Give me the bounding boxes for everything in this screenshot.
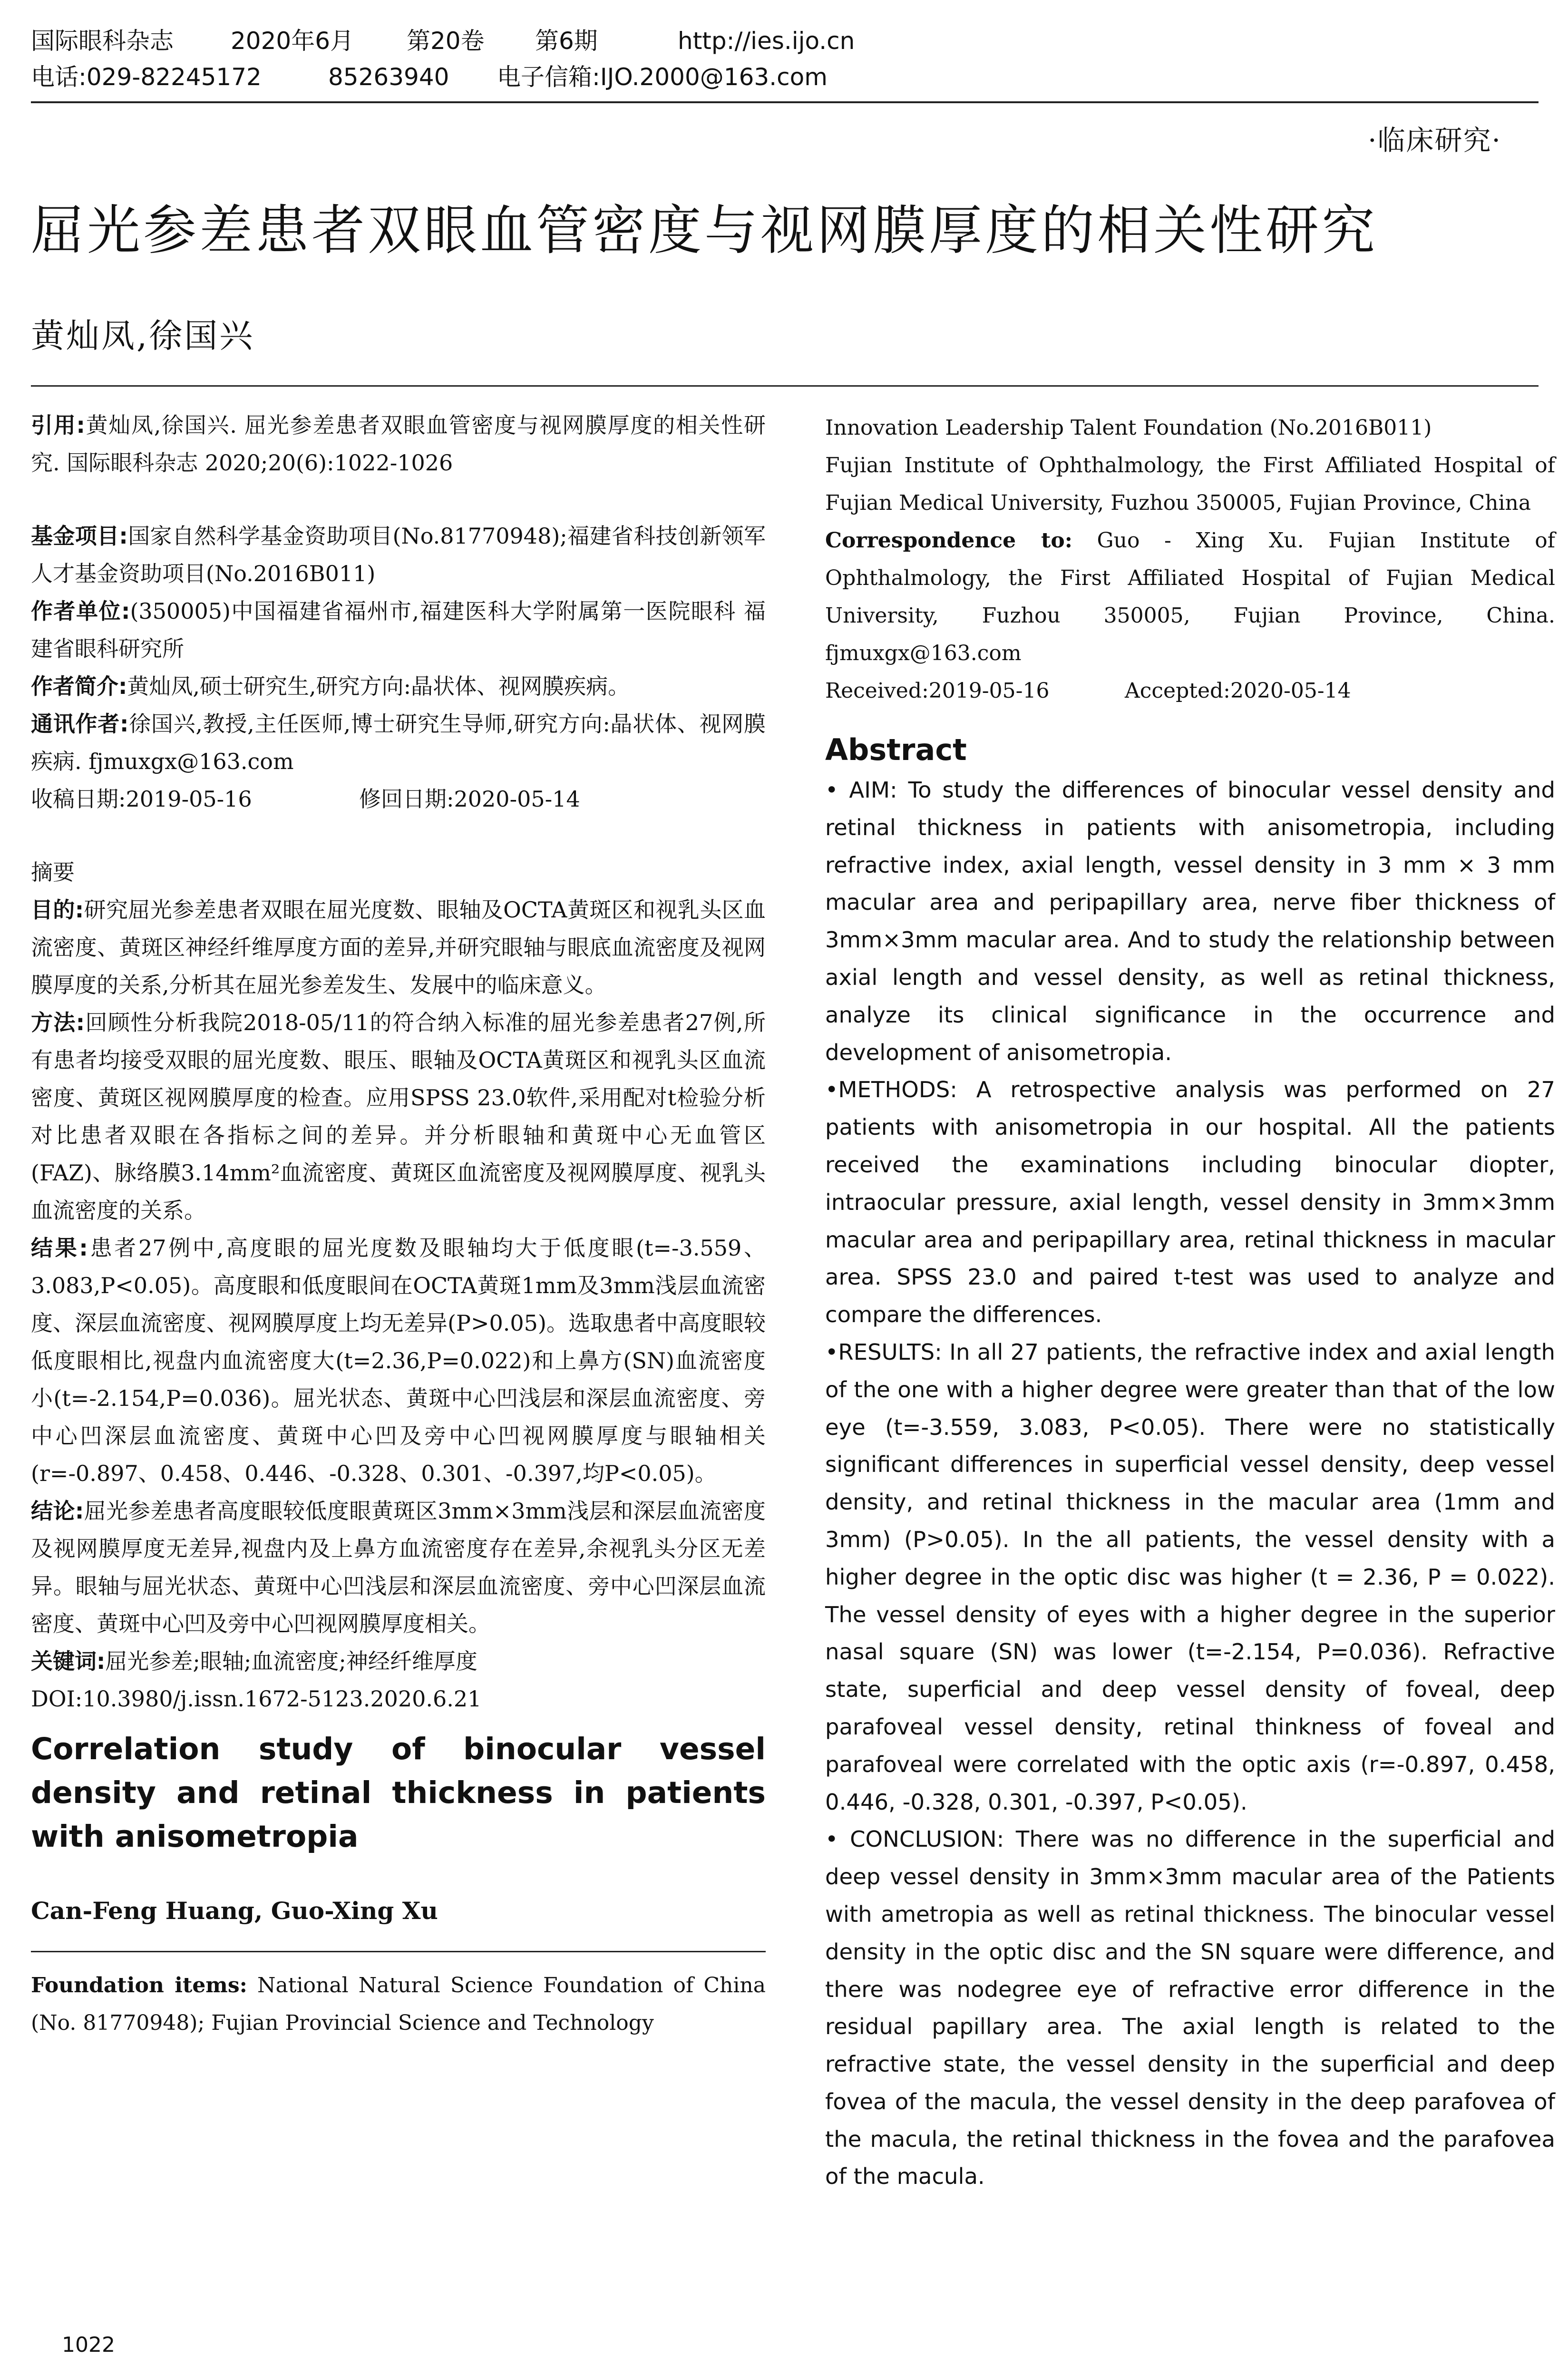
section-tag: ·临床研究·	[1368, 124, 1501, 156]
journal-header	[31, 23, 1539, 95]
affiliation-cn: 作者单位:(350005)中国福建省福州市,福建医科大学附属第一医院眼科 福建省眼科研究所	[31, 598, 766, 662]
affiliation-en: Fujian Institute of Ophthalmology, the First Affiliated Hospital of Fujian Medical University, Fuzhou 350005, Fujian Province, China	[825, 453, 1555, 515]
authors-cn: 黄灿凤,徐国兴	[31, 316, 255, 355]
citation: 引用:黄灿凤,徐国兴. 屈光参差患者双眼血管密度与视网膜厚度的相关性研究. 国际眼科杂志 2020;20(6):1022-1026	[31, 412, 766, 476]
left-column	[31, 407, 766, 2042]
header-line-1	[31, 23, 1539, 59]
fund-info: 基金项目:国家自然科学基金资助项目(No.81770948);福建省科技创新领军人才基金资助项目(No.2016B011)	[31, 523, 766, 586]
phone-2: 85263940	[328, 63, 449, 91]
journal-url[interactable]: http://ies.ijo.cn	[678, 27, 855, 55]
column-rule	[31, 1951, 766, 1952]
journal-name: 国际眼科杂志	[31, 27, 174, 55]
foundation-items: Foundation items: National Natural Science Foundation of China (No. 81770948); Fujian Provincial Science and Technology	[31, 1973, 766, 2035]
correspondence: Correspondence to: Guo - Xing Xu. Fujian Institute of Ophthalmology, the First Affiliated Hospital of Fujian Medical University, Fuzhou 350005, Fujian Province, China. fjmuxgx@163.com	[825, 528, 1555, 665]
phone-1: 电话:029-82245172	[31, 63, 262, 91]
right-column	[825, 409, 1555, 2195]
issue-date: 2020年6月	[231, 27, 354, 55]
foundation-cont: Innovation Leadership Talent Foundation (No.2016B011)	[825, 416, 1432, 440]
abstract-results-en: •RESULTS: In all 27 patients, the refractive index and axial length of the one with a higher degree were greater than that of the low eye (t=-3.559, 3.083, P<0.05). There were no statistically significant differences in superficial vessel density, deep vessel density, and retinal thickness in the macular area (1mm and 3mm) (P>0.05). In the all patients, the vessel density with a higher degree in the optic disc was higher (t = 2.36, P = 0.022). The vessel density of eyes with a higher degree in the superior nasal square (SN) was lower (t=-2.154, P=0.036). Refractive state, superficial and deep vessel density of foveal, deep parafoveal vessel density, retinal thinkness of foveal and parafoveal were correlated with the optic axis (r=-0.897, 0.458, 0.446, -0.328, 0.301, -0.397, P<0.05).	[825, 1339, 1555, 1815]
abstract-aim-cn: 目的:研究屈光参差患者双眼在屈光度数、眼轴及OCTA黄斑区和视乳头区血流密度、黄斑区神经纤维厚度方面的差异,并研究眼轴与眼底血流密度及视网膜厚度的关系,分析其在屈光参差发生、发展中的临床意义。	[31, 897, 766, 998]
abstract-methods-en: •METHODS: A retrospective analysis was performed on 27 patients with anisometropia in our hospital. All the patients received the examinations including binocular diopter, intraocular pressure, axial length, vessel density in 3mm×3mm macular area and peripapillary area, retinal thickness in macular area. SPSS 23.0 and paired t-test was used to analyze and compare the differences.	[825, 1077, 1555, 1328]
abstract-results-cn: 结果:患者27例中,高度眼的屈光度数及眼轴均大于低度眼(t=-3.559、3.083,P<0.05)。高度眼和低度眼间在OCTA黄斑1mm及3mm浅层血流密度、深层血流密度、视网膜厚度上均无差异(P>0.05)。选取患者中高度眼较低度眼相比,视盘内血流密度大(t=2.36,P=0.022)和上鼻方(SN)血流密度小(t=-2.154,P=0.036)。屈光状态、黄斑中心凹浅层和深层血流密度、旁中心凹深层血流密度、黄斑中心凹及旁中心凹视网膜厚度与眼轴相关(r=-0.897、0.458、0.446、-0.328、0.301、-0.397,均P<0.05)。	[31, 1235, 766, 1486]
abstract-methods-cn: 方法:回顾性分析我院2018-05/11的符合纳入标准的屈光参差患者27例,所有患者均接受双眼的屈光度数、眼压、眼轴及OCTA黄斑区和视乳头区血流密度、黄斑区视网膜厚度的检查。应用SPSS 23.0软件,采用配对t检验分析对比患者双眼在各指标之间的差异。并分析眼轴和黄斑中心无血管区(FAZ)、脉络膜3.14mm²血流密度、黄斑区血流密度及视网膜厚度、视乳头血流密度的关系。	[31, 1010, 766, 1223]
header-rule	[31, 101, 1539, 103]
english-authors: Can-Feng Huang, Guo-Xing Xu	[31, 1897, 438, 1925]
journal-email[interactable]: 电子信箱:IJO.2000@163.com	[497, 63, 828, 91]
issue-number: 第6期	[535, 27, 598, 55]
abstract-conclusion-en: • CONCLUSION: There was no difference in the superficial and deep vessel density in 3mm×3mm macular area of the Patients with ametropia as well as retinal thickness. The binocular vessel density in the optic disc and the SN square were difference, and there was nodegree eye of refractive error difference in the residual papillary area. The axial length is related to the refractive state, the vessel density in the superficial and deep fovea of the macula, the vessel density in the deep parafovea of the macula, the retinal thickness in the fovea and the parafovea of the macula.	[825, 1826, 1555, 2190]
english-title: Correlation study of binocular vessel density and retinal thickness in patients with anisometropia	[31, 1732, 766, 1854]
corresponding-author: 通讯作者:徐国兴,教授,主任医师,博士研究生导师,研究方向:晶状体、视网膜疾病. fjmuxgx@163.com	[31, 711, 766, 774]
doi[interactable]: DOI:10.3980/j.issn.1672-5123.2020.6.21	[31, 1686, 482, 1712]
article-title: 屈光参差患者双眼血管密度与视网膜厚度的相关性研究	[31, 200, 1378, 262]
volume: 第20卷	[407, 27, 485, 55]
abstract-conclusion-cn: 结论:屈光参差患者高度眼较低度眼黄斑区3mm×3mm浅层和深层血流密度及视网膜厚度无差异,视盘内及上鼻方血流密度存在差异,余视乳头分区无差异。眼轴与屈光状态、黄斑中心凹浅层和深层血流密度、旁中心凹深层血流密度、黄斑中心凹及旁中心凹视网膜厚度相关。	[31, 1498, 766, 1637]
page-number: 1022	[62, 2333, 115, 2357]
author-bio: 作者简介:黄灿凤,硕士研究生,研究方向:晶状体、视网膜疾病。	[31, 673, 630, 699]
abstract-head-cn: 摘要	[31, 859, 75, 885]
dates-cn: 收稿日期:2019-05-16 修回日期:2020-05-14	[31, 786, 580, 812]
header-line-2	[31, 59, 1539, 95]
title-rule	[31, 385, 1539, 387]
dates-en: Received:2019-05-16 Accepted:2020-05-14	[825, 679, 1351, 703]
abstract-aim-en: • AIM: To study the differences of binocular vessel density and retinal thickness in patients with anisometropia, including refractive index, axial length, vessel density in 3 mm × 3 mm macular area and peripapillary area, nerve fiber thickness of 3mm×3mm macular area. And to study the relationship between axial length and vessel density, as well as retinal thickness, analyze its clinical significance in the occurrence and development of anisometropia.	[825, 777, 1555, 1065]
abstract-head-en: Abstract	[825, 732, 967, 767]
keywords-cn: 关键词:屈光参差;眼轴;血流密度;神经纤维厚度	[31, 1648, 477, 1674]
